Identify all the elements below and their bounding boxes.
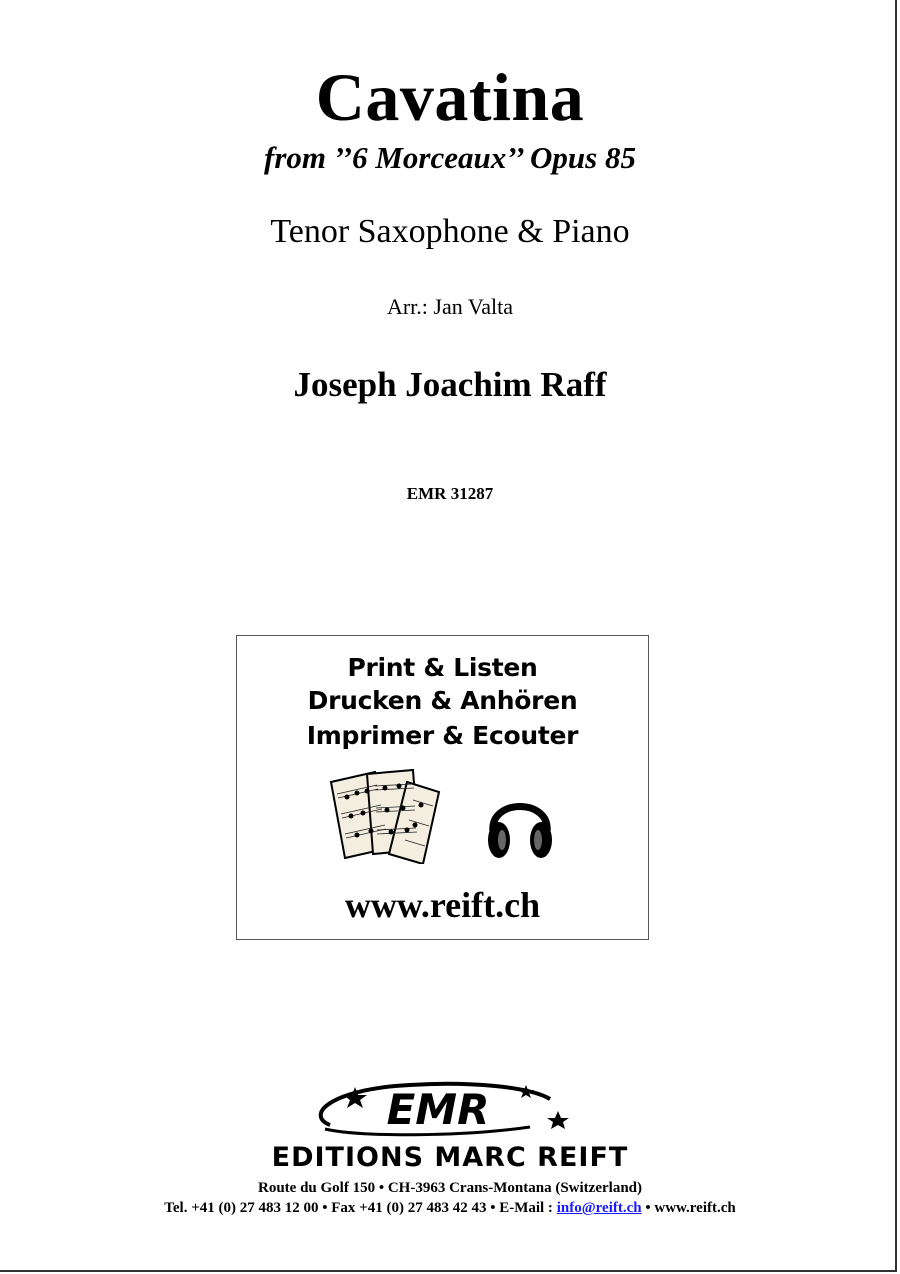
promo-line-german: Drucken & Anhören (307, 686, 578, 715)
print-listen-box (236, 635, 649, 940)
emr-logo-text: EMR (386, 1085, 490, 1134)
publisher-name: EDITIONS MARC REIFT (271, 1142, 629, 1173)
arranger: Arr.: Jan Valta (386, 294, 514, 319)
promo-line-english: Print & Listen (347, 653, 538, 682)
email-link[interactable]: info@reift.ch (556, 1200, 642, 1216)
score-subtitle: from ’’6 Morceaux’’ Opus 85 (264, 140, 636, 175)
emr-logo (300, 1077, 580, 1139)
sheet-music-icon (327, 764, 457, 864)
headphones-icon (485, 786, 555, 862)
promo-line-french: Imprimer & Ecouter (306, 721, 579, 750)
composer: Joseph Joachim Raff (293, 365, 607, 404)
publisher-address: Route du Golf 150 • CH-3963 Crans-Montana (Switzerland) (258, 1180, 642, 1196)
contact-website: • www.reift.ch (641, 1200, 736, 1216)
instrumentation: Tenor Saxophone & Piano (270, 213, 630, 250)
catalog-number: EMR 31287 (406, 484, 494, 503)
score-title: Cavatina (315, 59, 585, 135)
publisher-contact (0, 1200, 900, 1217)
promo-website[interactable]: www.reift.ch (344, 885, 541, 925)
contact-phone-fax: Tel. +41 (0) 27 483 12 00 • Fax +41 (0) 27 483 42 43 • E-Mail : (164, 1200, 557, 1216)
